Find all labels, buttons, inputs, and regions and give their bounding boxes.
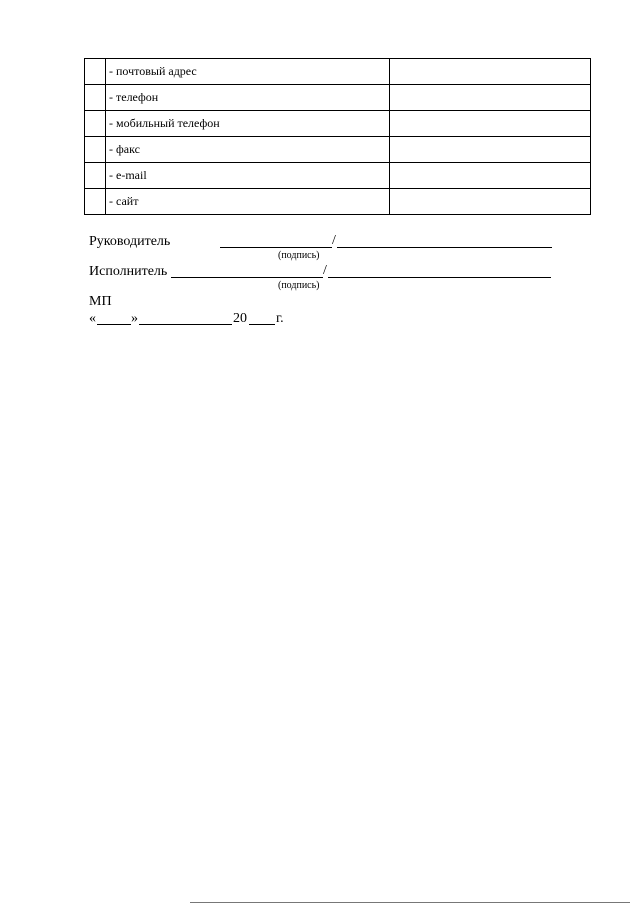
contacts-table — [84, 58, 591, 215]
row-number-cell — [85, 189, 106, 215]
table-row — [85, 163, 591, 189]
row-label-cell: - факс — [106, 137, 390, 163]
footer-rule — [190, 902, 630, 903]
row-number-cell — [85, 111, 106, 137]
head-slash: / — [332, 233, 336, 248]
table-row — [85, 111, 591, 137]
stamp-label: МП — [89, 294, 112, 309]
row-value-cell[interactable] — [390, 189, 591, 215]
row-value-cell[interactable] — [390, 137, 591, 163]
table-row — [85, 59, 591, 85]
row-label-cell: - мобильный телефон — [106, 111, 390, 137]
date-year-line[interactable] — [249, 324, 275, 325]
head-label: Руководитель — [89, 234, 171, 249]
row-value-cell[interactable] — [390, 163, 591, 189]
date-month-line[interactable] — [139, 324, 232, 325]
executor-signature-hint: (подпись) — [278, 280, 320, 291]
head-signature-hint: (подпись) — [278, 250, 320, 261]
row-label-cell: - сайт — [106, 189, 390, 215]
row-number-cell — [85, 163, 106, 189]
row-value-cell[interactable] — [390, 59, 591, 85]
row-label-cell: - телефон — [106, 85, 390, 111]
table-row — [85, 85, 591, 111]
row-value-cell[interactable] — [390, 85, 591, 111]
executor-name-line[interactable] — [328, 277, 551, 278]
date-open-quote: « — [89, 311, 96, 326]
head-signature-line[interactable] — [220, 247, 332, 248]
row-number-cell — [85, 59, 106, 85]
executor-slash: / — [323, 263, 327, 278]
date-year-suffix: г. — [276, 311, 284, 326]
executor-label: Исполнитель — [89, 264, 168, 279]
contacts-table-body — [85, 59, 591, 215]
row-value-cell[interactable] — [390, 111, 591, 137]
executor-signature-line[interactable] — [171, 277, 323, 278]
table-row — [85, 189, 591, 215]
date-close-quote: » — [131, 311, 138, 326]
row-label-cell: - почтовый адрес — [106, 59, 390, 85]
row-label-cell: - e-mail — [106, 163, 390, 189]
row-number-cell — [85, 137, 106, 163]
date-year-prefix: 20 — [233, 311, 247, 326]
table-row — [85, 137, 591, 163]
row-number-cell — [85, 85, 106, 111]
head-name-line[interactable] — [337, 247, 552, 248]
date-day-line[interactable] — [97, 324, 131, 325]
